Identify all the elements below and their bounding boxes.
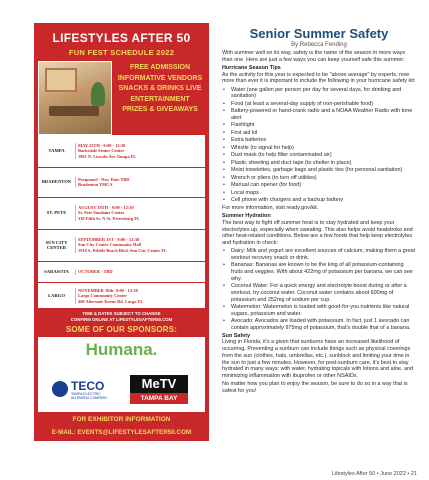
event-details	[75, 269, 205, 274]
list-item: • Moist towelettes, garbage bags and plastic ties (for personal sanitation)	[222, 167, 416, 174]
flyer-subtitle: FUN FEST SCHEDULE 2022	[68, 48, 175, 57]
teco-name: TECO	[71, 379, 105, 393]
article-intro: With summer well on its way, safety is the name of the season in more ways than one. Here are just a few ways you can keep yourself safe this summer:	[222, 50, 406, 63]
article-closing: No matter how you plan to enjoy the season, be sure to do so in a way that is safest for you!	[222, 381, 408, 394]
teco-subtitle-line: TAMPA ELECTRIC	[71, 392, 101, 396]
list-item: • Dairy: Milk and yogurt are excellent sources of calcium, making them a great workout recovery snack or drink.	[222, 248, 416, 261]
metv-logo	[128, 375, 190, 405]
event-details	[75, 205, 205, 221]
hurricane-kit-list	[222, 87, 416, 205]
page-footer: Lifestyles After 50 • June 2022 • 21	[331, 471, 417, 477]
list-item: • Manual can opener (for food)	[222, 182, 416, 189]
hurricane-intro: As the activity for this year is expected to be "above average" by experts, now more than ever it is important to include the following in your hurricane safety kit:	[222, 71, 416, 85]
notice-line: CONFIRM ONLINE AT LIFESTYLESAFTER50.COM	[70, 316, 173, 322]
teco-subtitle	[71, 392, 108, 400]
hurricane-more-info: For more information, visit ready.gov/kit.	[222, 204, 319, 211]
teco-logo	[52, 379, 114, 405]
event-row-sun-city-center	[38, 233, 205, 257]
list-item: • Dust mask (to help filter contaminated air)	[222, 152, 416, 159]
metv-subtitle: TAMPA BAY	[130, 393, 188, 404]
article	[222, 26, 416, 396]
feature-item: SNACKS & DRINKS LIVE	[118, 85, 202, 92]
metv-name: MeTV	[130, 375, 188, 393]
event-divider	[38, 261, 205, 262]
list-item: • Whistle (to signal for help)	[222, 145, 416, 152]
article-title: Senior Summer Safety	[249, 26, 389, 41]
event-row-tampa	[38, 139, 205, 163]
event-city: TAMPA	[48, 148, 65, 154]
event-divider	[38, 197, 205, 198]
list-item: • Water (one gallon per person per day for several days, for drinking and sanitation)	[222, 87, 416, 100]
photo-plant-shape	[91, 82, 105, 106]
list-item: • Bananas: Bananas are known to be the king of all potassium-containing fruits and veggies. With about 422mg of potassium per banana, we can see why.	[222, 262, 416, 282]
event-venue: Bradenton YMCA	[78, 182, 113, 187]
photo-table-shape	[49, 106, 99, 116]
event-venue: Largo Community Center	[78, 293, 128, 299]
event-date: AUGUST 18TH - 9:00 - 12:30	[78, 205, 134, 211]
feature-item: PRIZES & GIVEAWAYS	[122, 106, 198, 113]
list-item: • Coconut Water: For a quick energy and electrolyte boost during or after a workout, try coconut water. Coconut water contains about 600mg of potassium and 252mg of sodium per cup.	[222, 283, 416, 303]
teco-sun-icon	[52, 381, 68, 397]
list-item: • Local maps	[222, 190, 416, 197]
list-item: • Extra batteries	[222, 137, 416, 144]
list-item: • Food (at least a several-day supply of non-perishable food)	[222, 101, 416, 108]
event-divider	[38, 282, 205, 283]
photo-frame-shape	[45, 68, 77, 92]
event-details	[75, 237, 205, 253]
hydration-intro: The best way to fight off summer heat is to stay hydrated and keep your electrolytes up, especially when sweating. This also helps avoid heatstroke and other heat-related conditions. Below are a few foods that help keep electrolytes and hydration in check:	[222, 219, 413, 246]
event-date: Postponed - New Date TBD	[78, 176, 130, 182]
exhibitor-info: FOR EXHIBITOR INFORMATION	[72, 416, 171, 423]
sponsors-box	[38, 337, 205, 412]
sponsors-heading: SOME OF OUR SPONSORS:	[65, 325, 178, 334]
event-address: 400 Alternate Keene Rd. Largo FL	[78, 298, 144, 304]
section-heading-sun: Sun Safety	[222, 332, 251, 339]
event-city: BRADENTON	[41, 179, 72, 185]
feature-item: ENTERTAINMENT	[130, 95, 190, 103]
event-date: MAY 25TH - 9:00 - 12:30	[78, 143, 126, 149]
sun-safety-text: Living in Florida, it's a given that sunburns have an increased likelihood of occurring. Preventing a sunburn can include things such as physical coverings from the sun (clothes, hats, umbrellas, etc.), sunblock and limiting your time in the sun to just a few minutes. However, for post-sunburn care, it's best to stay hydrated in many ways: with water, hydrating topicals with lotions and aloe, and minimizing inflammation with ibuprofen or other NSAIDs.	[222, 339, 414, 379]
event-city: ST. PETE	[46, 210, 67, 216]
list-item: • Flashlight	[222, 122, 416, 129]
event-address: 1910 S. Pebble Beach Blvd. Sun City Center FL	[78, 247, 167, 253]
section-heading-hydration: Summer Hydration	[222, 213, 271, 220]
list-item: • First aid kit	[222, 130, 416, 137]
list-item: • Battery-powered or hand-crank radio and a NOAA Weather Radio with tone alert	[222, 108, 416, 121]
event-date: OCTOBER - TBD	[78, 269, 113, 275]
event-venue: Sun City Center Community Hall	[78, 242, 142, 248]
event-divider	[38, 167, 205, 168]
event-date: SEPTEMBER 1ST - 9:00 - 12:30	[78, 237, 140, 243]
list-item: • Wrench or pliers (to turn off utilities)	[222, 175, 416, 182]
event-details	[75, 143, 205, 159]
list-item: • Plastic sheeting and duct tape (to shelter in place)	[222, 160, 416, 167]
list-item: • Watermelon: Watermelon is loaded with good-for-you nutrients like natural sugars, potassium and water.	[222, 304, 416, 317]
list-item: • Avocado: Avocados are loaded with potassium. In fact, just 1 avocado can contain approximately 975mg of potassium, that's double that of a banana.	[222, 318, 416, 331]
event-city: SARASOTA	[44, 269, 69, 275]
event-row-bradenton	[38, 171, 205, 193]
event-schedule	[38, 135, 205, 308]
flyer-features	[114, 63, 206, 116]
event-details	[75, 177, 205, 187]
event-venue: Barksdale Senior Center	[78, 148, 125, 154]
humana-logo: Humana.	[85, 340, 158, 359]
event-row-largo	[38, 285, 205, 307]
hydration-foods-list	[222, 248, 416, 332]
feature-item: FREE ADMISSION	[129, 64, 191, 71]
list-item: • Cell phone with chargers and a backup battery	[222, 197, 416, 204]
event-city: LARGO	[48, 293, 65, 299]
feature-item: INFORMATIVE VENDORS	[117, 74, 203, 82]
event-address: 330 Fifth St. N St. Petersburg FL	[78, 215, 140, 221]
fun-fest-flyer	[34, 23, 209, 441]
event-address: 1801 N. Lincoln Ave Tampa FL	[78, 153, 137, 159]
section-heading-hurricane: Hurricane Season Tips	[222, 64, 281, 71]
event-venue: St. Pete Sunshine Center	[78, 210, 125, 216]
event-details	[75, 288, 205, 304]
event-divider	[38, 229, 205, 230]
exhibitor-email: E-MAIL: EVENTS@LIFESTYLESAFTER50.COM	[51, 429, 192, 436]
flyer-photo	[38, 61, 112, 135]
notice-line: TIME & DATES SUBJECT TO CHANGE	[82, 311, 161, 316]
event-row-sarasota	[38, 265, 205, 279]
event-city: SUN CITY CENTER	[45, 239, 68, 250]
event-date: NOVEMBER 10th- 9:00 - 12:30	[78, 288, 138, 294]
teco-subtitle-line: AN EMERA COMPANY	[71, 396, 108, 400]
event-row-st-pete	[38, 201, 205, 225]
schedule-notice	[34, 311, 209, 322]
article-byline: By Rebecca Fending	[291, 42, 347, 48]
flyer-title: LIFESTYLES AFTER 50	[52, 31, 191, 45]
